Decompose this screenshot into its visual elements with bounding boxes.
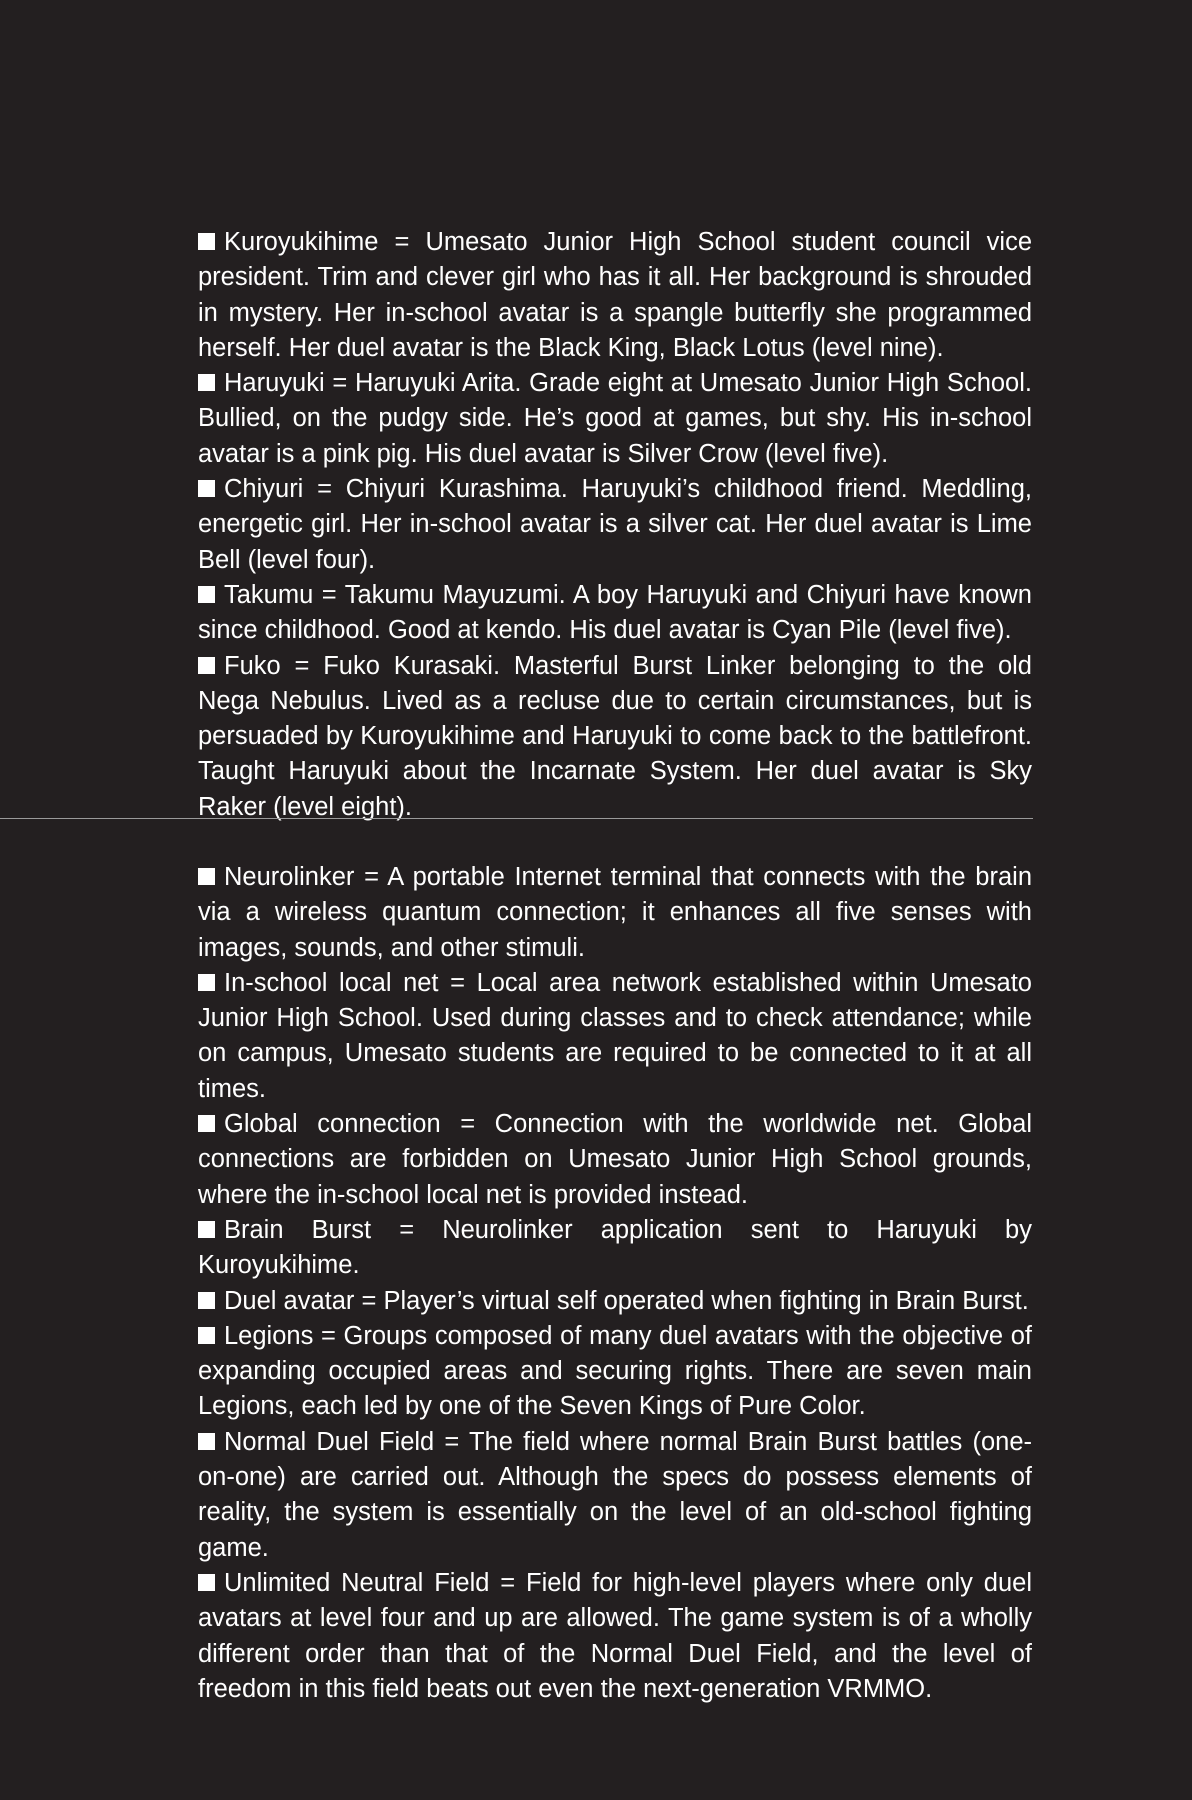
- entry-text: Chiyuri = Chiyuri Kurashima. Haruyuki’s childhood friend. Meddling, energetic girl. Her in-school avatar is a silver cat. Her duel avatar is Lime Bell (level four).: [198, 475, 1032, 574]
- glossary-entry-neurolinker: [198, 860, 1032, 966]
- glossary-entry-duel-avatar: [198, 1284, 1032, 1319]
- entry-text: Global connection = Connection with the worldwide net. Global connections are forbidden on Umesato Junior High School grounds, where the in-school local net is provided instead.: [198, 1110, 1032, 1209]
- square-bullet-icon: [198, 480, 215, 497]
- square-bullet-icon: [198, 1221, 215, 1238]
- entry-text: Legions = Groups composed of many duel avatars with the objective of expanding occupied areas and securing rights. There are seven main Legions, each led by one of the Seven Kings of Pure Color.: [198, 1321, 1032, 1421]
- entry-text: Unlimited Neutral Field = Field for high-level players where only duel avatars at level four and up are allowed. The game system is of a wholly different order than that of the Normal Duel Field, and the level of freedom in this field beats out even the next-generation VRMMO.: [198, 1568, 1032, 1703]
- section-divider: [0, 818, 1033, 819]
- entry-text: Normal Duel Field = The field where normal Brain Burst battles (one-on-one) are carried out. Although the specs do possess elements of reality, the system is essentially on the level of an old-school fighting game.: [198, 1427, 1032, 1562]
- glossary-entry-unlimited-neutral-field: [198, 1566, 1032, 1707]
- character-entry-takumu: [198, 578, 1032, 649]
- square-bullet-icon: [198, 374, 215, 391]
- glossary-entry-in-school-local-net: [198, 966, 1032, 1107]
- entry-text: In-school local net = Local area network established within Umesato Junior High School. Used during classes and to check attendance; while on campus, Umesato students are required to be connected to it at all times.: [198, 968, 1032, 1103]
- entry-text: Brain Burst = Neurolinker application sent to Haruyuki by Kuroyukihime.: [198, 1215, 1032, 1280]
- square-bullet-icon: [198, 1292, 215, 1309]
- square-bullet-icon: [198, 233, 215, 250]
- glossary-entry-brain-burst: [198, 1213, 1032, 1284]
- square-bullet-icon: [198, 1327, 215, 1344]
- square-bullet-icon: [198, 974, 215, 991]
- square-bullet-icon: [198, 1574, 215, 1591]
- glossary-entry-legions: [198, 1319, 1032, 1425]
- character-list: [198, 225, 1032, 825]
- glossary-list: [198, 860, 1032, 1707]
- entry-text: Fuko = Fuko Kurasaki. Masterful Burst Linker belonging to the old Nega Nebulus. Lived as a recluse due to certain circumstances, but is persuaded by Kuroyukihime and Haruyuki to come back to the battlefront. Taught Haruyuki about the Incarnate System. Her duel avatar is Sky Raker (level eight).: [198, 651, 1032, 821]
- entry-text: Duel avatar = Player’s virtual self operated when fighting in Brain Burst.: [224, 1286, 1029, 1315]
- square-bullet-icon: [198, 586, 215, 603]
- square-bullet-icon: [198, 657, 215, 674]
- entry-text: Haruyuki = Haruyuki Arita. Grade eight at Umesato Junior High School. Bullied, on the pudgy side. He’s good at games, but shy. His in-school avatar is a pink pig. His duel avatar is Silver Crow (level five).: [198, 369, 1032, 468]
- square-bullet-icon: [198, 1433, 215, 1450]
- entry-text: Takumu = Takumu Mayuzumi. A boy Haruyuki and Chiyuri have known since childhood. Good at kendo. His duel avatar is Cyan Pile (level five).: [198, 580, 1032, 645]
- character-entry-chiyuri: [198, 472, 1032, 578]
- entry-text: Neurolinker = A portable Internet terminal that connects with the brain via a wireless quantum connection; it enhances all five senses with images, sounds, and other stimuli.: [198, 863, 1032, 962]
- glossary-entry-global-connection: [198, 1107, 1032, 1213]
- character-entry-kuroyukihime: [198, 225, 1032, 366]
- character-entry-haruyuki: [198, 366, 1032, 472]
- entry-text: Kuroyukihime = Umesato Junior High School student council vice president. Trim and clever girl who has it all. Her background is shrouded in mystery. Her in-school avatar is a spangle butterfly she programmed herself. Her duel avatar is the Black King, Black Lotus (level nine).: [198, 228, 1032, 362]
- square-bullet-icon: [198, 1115, 215, 1132]
- character-entry-fuko: [198, 649, 1032, 825]
- glossary-entry-normal-duel-field: [198, 1425, 1032, 1566]
- square-bullet-icon: [198, 868, 215, 885]
